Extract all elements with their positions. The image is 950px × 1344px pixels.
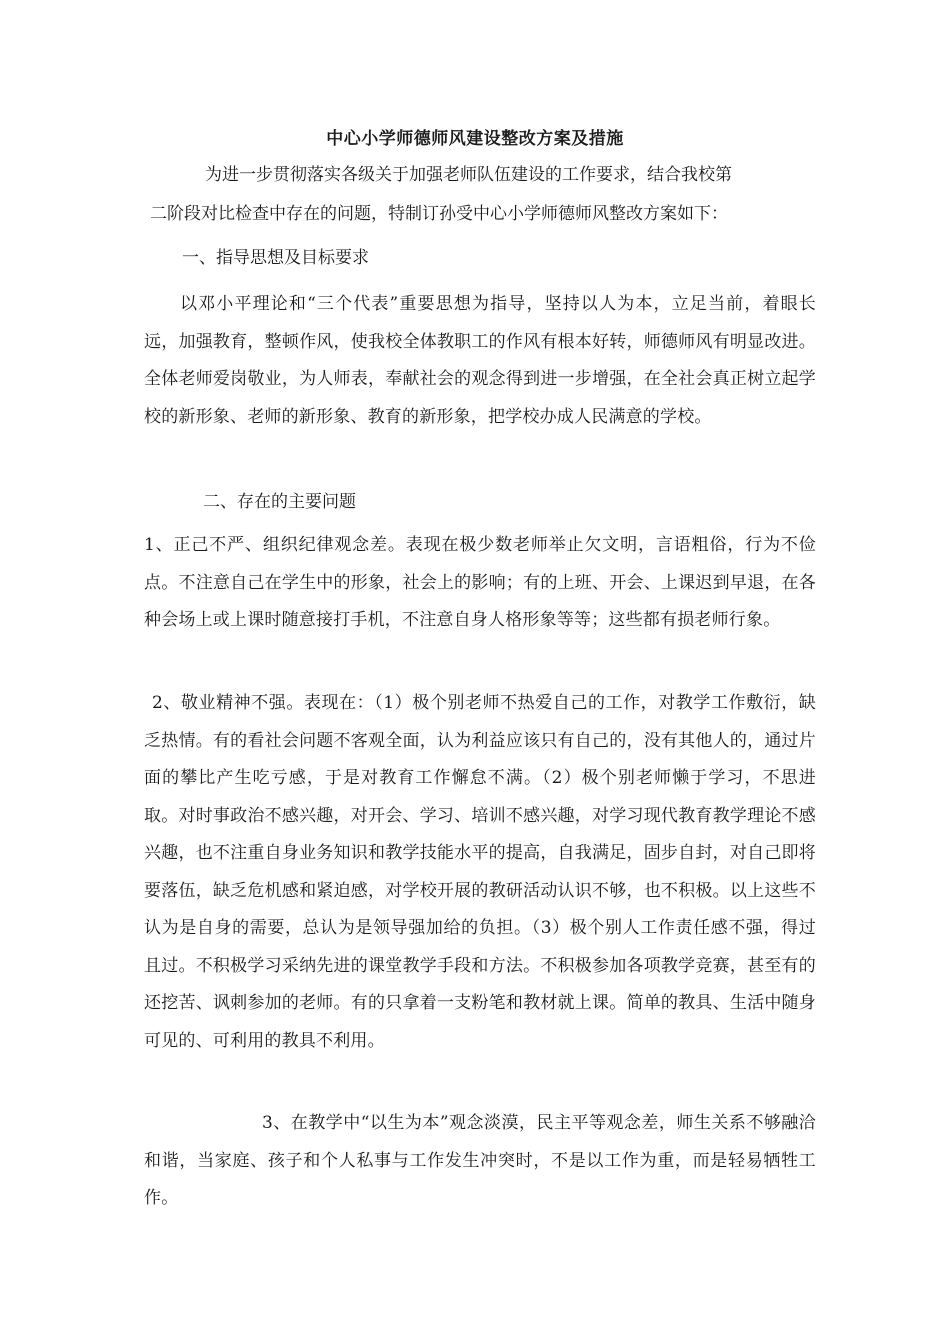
problem-item-3: 3、在教学中“以生为本”观念淡漠，民主平等观念差，师生关系不够融洽和谐，当家庭、孩子和个人私事与工作发生冲突时，不是以工作为重，而是轻易牺牲工作。 <box>144 1113 816 1208</box>
section-1-body: 以邓小平理论和“三个代表”重要思想为指导，坚持以人为本，立足当前，着眼长远，加强教育，整顿作风，使我校全体教职工的作风有根本好转，师德师风有明显改进。全体老师爱岗敬业，为人师表，奉献社会的观念得到进一步增强，在全社会真正树立起学校的新形象、老师的新形象、教育的新形象，把学校办成人民满意的学校。 <box>144 294 816 427</box>
section-1-heading: 一、指导思想及目标要求 <box>182 248 369 268</box>
problem-item-2: 2、敬业精神不强。表现在：（1）极个别老师不热爱自己的工作，对教学工作敷衍，缺乏热情。有的看社会问题不客观全面，认为利益应该只有自己的，没有其他人的，通过片面的攀比产生吃亏感，于是对教育工作懈怠不满。（2）极个别老师懒于学习，不思进取。对时事政治不感兴趣，对开会、学习、培训不感兴趣，对学习现代教育教学理论不感兴趣，也不注重自身业务知识和教学技能水平的提高，自我满足，固步自封，对自己即将要落伍，缺乏危机感和紧迫感，对学校开展的教研活动认识不够，也不积极。以上这些不认为是自身的需要，总认为是领导强加给的负担。（3）极个别人工作责任感不强，得过且过。不积极学习采纳先进的课堂教学手段和方法。不积极参加各项教学竞赛，甚至有的还挖苦、讽刺参加的老师。有的只拿着一支粉笔和教材就上课。简单的教具、生活中随身可见的、可利用的教具不利用。 <box>144 693 816 1051</box>
intro-line-1: 为进一步贯彻落实各级关于加强老师队伍建设的工作要求，结合我校第 <box>205 165 732 185</box>
section-2-heading: 二、存在的主要问题 <box>203 492 356 512</box>
document-title: 中心小学师德师风建设整改方案及措施 <box>326 129 624 149</box>
problem-item-1: 1、正己不严、组织纪律观念差。表现在极少数老师举止欠文明，言语粗俗，行为不俭点。不注意自己在学生中的形象，社会上的影响；有的上班、开会、上课迟到早退，在各种会场上或上课时随意接打手机，不注意自身人格形象等等；这些都有损老师行象。 <box>144 535 816 630</box>
intro-line-2: 二阶段对比检查中存在的问题，特制订孙受中心小学师德师风整改方案如下： <box>150 204 728 224</box>
